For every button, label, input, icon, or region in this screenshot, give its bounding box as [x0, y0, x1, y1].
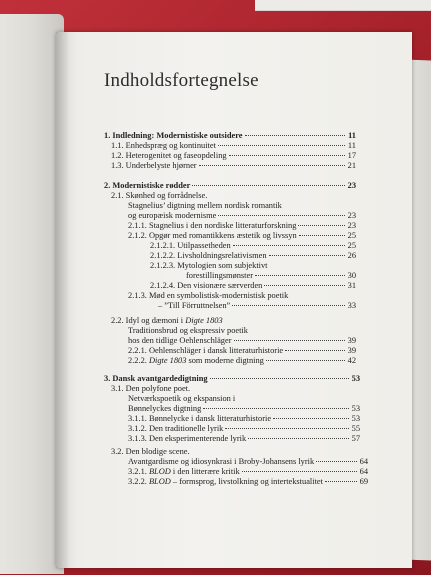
- toc-entry: [128, 414, 360, 424]
- toc-entry: [111, 191, 356, 201]
- toc-entry-title: 2.2.2. Digte 1803 som moderne digtning: [128, 356, 264, 365]
- toc-page-number: 21: [347, 161, 356, 170]
- toc-page-number: 25: [347, 241, 356, 250]
- toc-leader-dots: [199, 165, 345, 166]
- toc-leader-dots: [298, 225, 345, 226]
- toc-page-number: 23: [347, 221, 356, 230]
- toc-page-number: 42: [347, 356, 356, 365]
- toc-entry: [150, 281, 356, 291]
- toc-entry: [158, 301, 356, 311]
- toc-page-number: 23: [347, 181, 356, 190]
- toc-entry-title: 2. Modernistiske rødder: [104, 181, 191, 190]
- toc-page-number: 53: [351, 374, 360, 383]
- toc-entry-italic-title: Digte 1803: [148, 356, 187, 365]
- toc-leader-dots: [266, 360, 345, 361]
- toc-page-number: 53: [351, 414, 360, 423]
- toc-entry: [150, 241, 356, 251]
- toc-leader-dots: [325, 481, 357, 482]
- toc-entry: [128, 477, 368, 487]
- toc-entry-title: 1.1. Enhedspræg og kontinuitet: [111, 141, 216, 150]
- background-paper: [255, 0, 431, 11]
- toc-entry-title: – ”Till Förruttnelsen”: [158, 301, 231, 310]
- toc-page-number: 33: [347, 301, 356, 310]
- toc-entry: [128, 457, 368, 467]
- toc-entry: [111, 161, 356, 171]
- toc-entry-title: 2.2. Idyl og dæmoni i Digte 1803: [111, 316, 223, 325]
- toc-entry: [111, 447, 360, 457]
- toc-page-number: 57: [351, 434, 360, 443]
- toc-page-number: 39: [347, 346, 356, 355]
- toc-entry-title: 3.1. Den polyfone poet.: [111, 384, 191, 393]
- toc-leader-dots: [229, 155, 345, 156]
- toc-page-number: 64: [359, 467, 368, 476]
- toc-entry-title: Bønnelyckes digtning: [128, 404, 202, 413]
- toc-leader-dots: [248, 438, 349, 439]
- toc-entry: [128, 394, 360, 404]
- toc-entry-title: 2.1.2. Opgør med romantikkens æstetik og livssyn: [128, 231, 297, 240]
- toc-entry: [128, 326, 356, 336]
- toc-entry-title: Avantgardisme og idiosynkrasi i Broby-Johansens lyrik: [128, 457, 315, 466]
- toc-entry-title: 2.2.1. Oehlenschläger i dansk litteraturhistorie: [128, 346, 284, 355]
- toc-entry: [111, 141, 356, 151]
- toc-entry: [128, 291, 356, 301]
- toc-entry-title: Stagnelius’ digtning mellem nordisk romantik: [128, 201, 282, 210]
- toc-page-number: 53: [351, 404, 360, 413]
- toc-entry: [150, 251, 356, 261]
- toc-page-number: 64: [359, 457, 368, 466]
- toc-leader-dots: [210, 378, 349, 379]
- toc-leader-dots: [316, 461, 357, 462]
- toc-leader-dots: [273, 418, 349, 419]
- toc-page-number: 17: [347, 151, 356, 160]
- toc-entry: [111, 151, 356, 161]
- toc-leader-dots: [192, 185, 345, 186]
- toc-leader-dots: [269, 255, 345, 256]
- toc-page-number: 11: [348, 131, 356, 140]
- toc-entry: [128, 221, 356, 231]
- toc-page-number: 31: [347, 281, 356, 290]
- toc-entry-title: 3.1.2. Den traditionelle lyrik: [128, 424, 224, 433]
- toc-leader-dots: [218, 145, 345, 146]
- toc-entry: [128, 211, 356, 221]
- toc-entry-title: 3.2. Den blodige scene.: [111, 447, 190, 456]
- page-gutter-shadow: [56, 32, 70, 568]
- toc-page-number: 39: [347, 336, 356, 345]
- toc-chapter-entry: [104, 131, 356, 141]
- toc-entry-title: 3.2.1. BLOD i den litterære kritik: [128, 467, 240, 476]
- toc-page-number: 25: [347, 231, 356, 240]
- toc-entry: [128, 356, 356, 366]
- toc-entry: [186, 271, 356, 281]
- toc-entry-title: 3. Dansk avantgardedigtning: [104, 374, 208, 383]
- toc-entry-title: 2.1.1. Stagnelius i den nordiske litteraturforskning: [128, 221, 297, 230]
- toc-leader-dots: [232, 305, 345, 306]
- toc-leader-dots: [255, 275, 345, 276]
- toc-entry: [111, 316, 356, 326]
- toc-page-number: 11: [347, 141, 356, 150]
- toc-page-number: 55: [351, 424, 360, 433]
- toc-entry: [150, 261, 356, 271]
- toc-entry-title: Traditionsbrud og ekspressiv poetik: [128, 326, 248, 335]
- toc-page-number: 69: [359, 477, 368, 486]
- toc-entry-title: 2.1.2.2. Livsholdningsrelativismen: [150, 251, 267, 260]
- toc-leader-dots: [234, 340, 346, 341]
- toc-entry-title: 2.1.3. Mød en symbolistisk-modernistisk poetik: [128, 291, 289, 300]
- toc-entry: [111, 384, 360, 394]
- toc-leader-dots: [245, 135, 345, 136]
- left-page: [0, 14, 64, 574]
- toc-entry-title: 1. Indledning: Modernistiske outsidere: [104, 131, 243, 140]
- toc-entry-title: 3.1.1. Bønnelycke i dansk litteraturhistorie: [128, 414, 272, 423]
- toc-leader-dots: [225, 428, 349, 429]
- toc-entry-italic-title: BLOD: [148, 467, 171, 476]
- toc-entry-title: 1.2. Heterogenitet og faseopdeling: [111, 151, 227, 160]
- toc-page-number: 30: [347, 271, 356, 280]
- toc-leader-dots: [264, 285, 345, 286]
- page-title: Indholdsfortegnelse: [104, 70, 259, 91]
- toc-entry-italic-title: BLOD: [148, 477, 171, 486]
- toc-entry-title: 2.1.2.1. Utilpassetheden: [150, 241, 231, 250]
- toc-entry-title: og europæisk modernisme: [128, 211, 217, 220]
- toc-entry: [128, 346, 356, 356]
- toc-chapter-entry: [104, 374, 360, 384]
- toc-entry: [128, 404, 360, 414]
- toc-entry-title: 3.2.2. BLOD – formsprog, livstolkning og intertekstualitet: [128, 477, 323, 486]
- toc-entry-title: 2.1.2.4. Den visionære særverden: [150, 281, 263, 290]
- toc-leader-dots: [233, 245, 345, 246]
- toc-leader-dots: [242, 471, 357, 472]
- toc-entry: [128, 467, 368, 477]
- toc-leader-dots: [299, 235, 345, 236]
- toc-leader-dots: [218, 215, 345, 216]
- toc-leader-dots: [285, 350, 345, 351]
- toc-entry: [128, 231, 356, 241]
- toc-entry: [128, 201, 356, 211]
- toc-entry: [128, 336, 356, 346]
- toc-page-number: 26: [347, 251, 356, 260]
- toc-chapter-entry: [104, 181, 356, 191]
- toc-entry-title: 2.1.2.3. Mytologien som subjektivt: [150, 261, 268, 270]
- toc-leader-dots: [203, 408, 349, 409]
- toc-entry-title: forestillingsmønster: [186, 271, 253, 280]
- toc-page-number: 23: [347, 211, 356, 220]
- toc-entry-title: 3.1.3. Den eksperimenterende lyrik: [128, 434, 247, 443]
- toc-entry-title: Netværkspoetik og ekspansion i: [128, 394, 236, 403]
- toc-entry-italic-title: Digte 1803: [185, 316, 223, 325]
- toc-entry-title: 2.1. Skønhed og forrådnelse.: [111, 191, 208, 200]
- toc-entry-title: hos den tidlige Oehlenschläger: [128, 336, 232, 345]
- toc-entry-title: 1.3. Underbelyste hjørner: [111, 161, 197, 170]
- toc-entry: [128, 424, 360, 434]
- toc-entry: [128, 434, 360, 444]
